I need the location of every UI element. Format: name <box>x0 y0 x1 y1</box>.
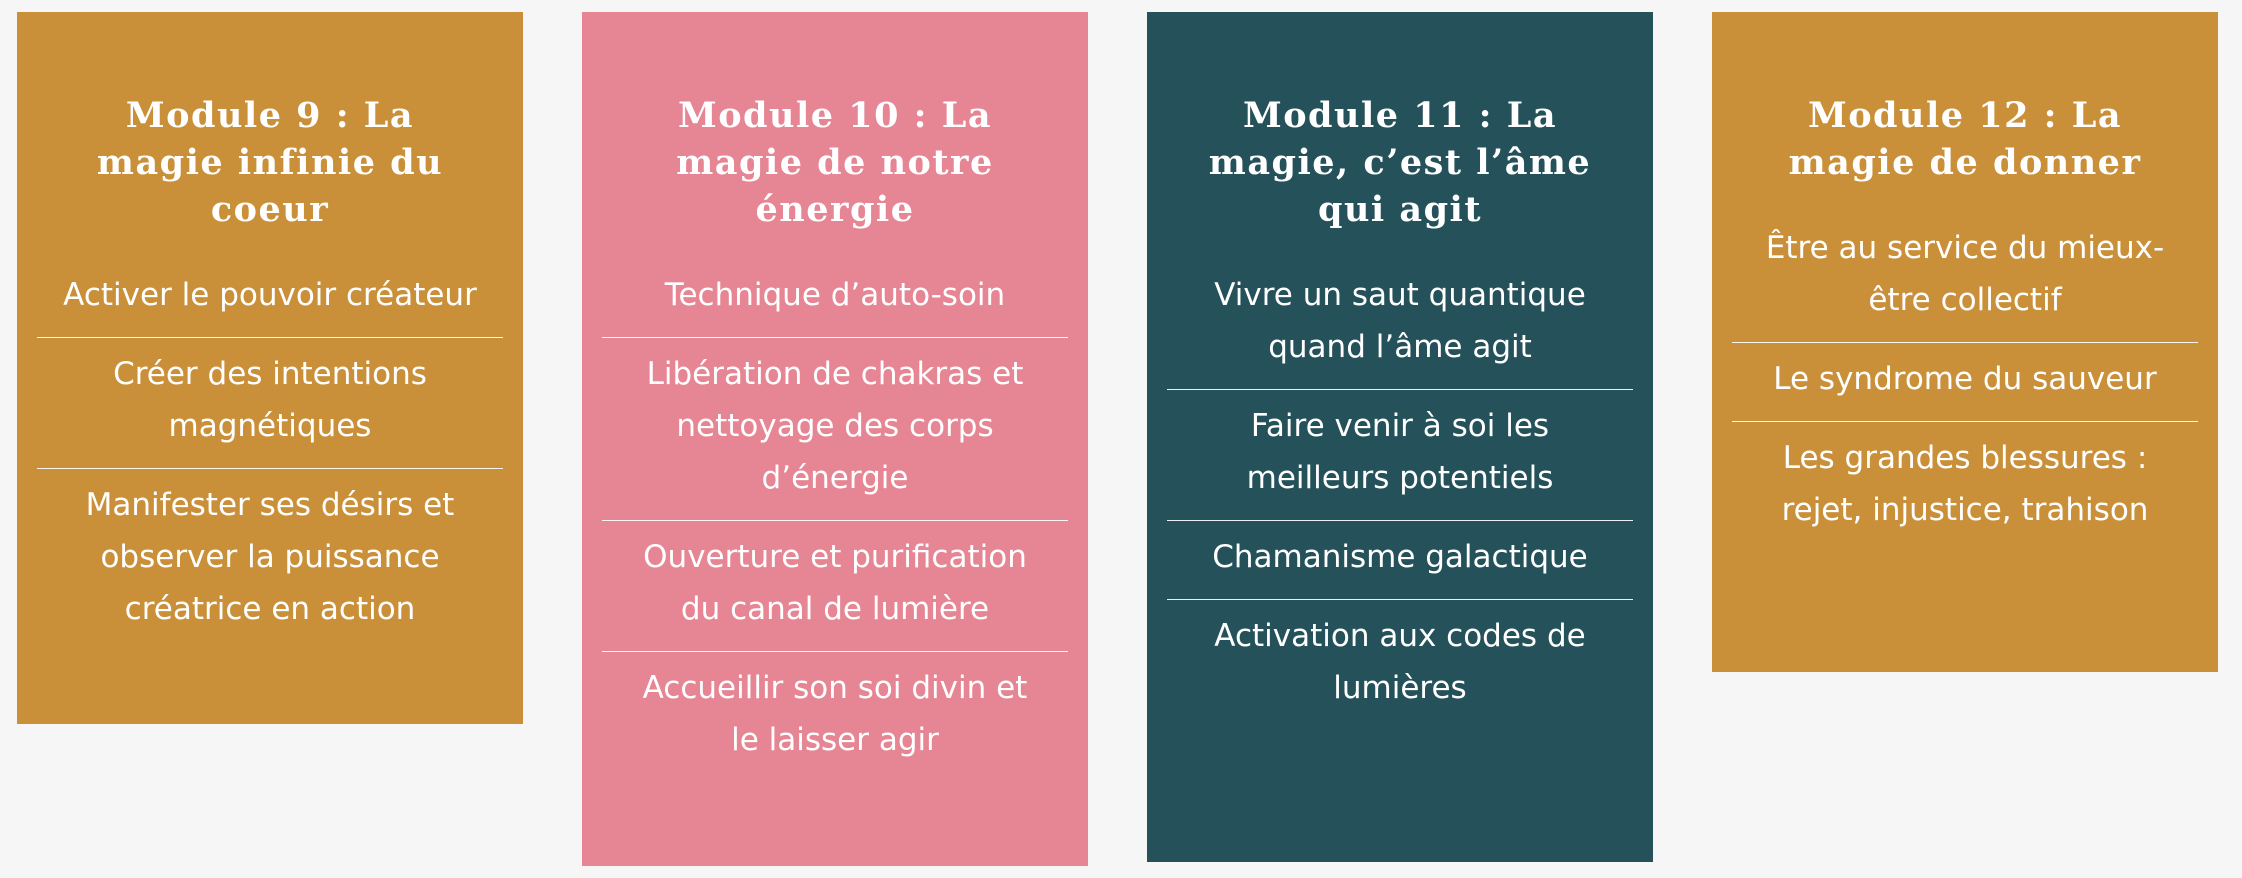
module-12-topic: Le syndrome du sauveur <box>1732 343 2198 422</box>
module-11-topic: Vivre un saut quantique quand l’âme agit <box>1167 259 1633 390</box>
module-12-card <box>1712 12 2218 672</box>
module-9-card <box>17 12 523 724</box>
module-9-topic: Manifester ses désirs et observer la puissance créatrice en action <box>85 487 455 627</box>
module-9-title: Module 9 : La magie infinie du coeur <box>96 95 444 230</box>
module-10-topic: Libération de chakras et nettoyage des corps d’énergie <box>602 338 1068 521</box>
module-11-title: Module 11 : La magie, c’est l’âme qui agit <box>1208 95 1592 230</box>
module-11-topic: Activation aux codes de lumières <box>1214 618 1586 706</box>
module-12-topics <box>1732 212 2198 552</box>
module-9-topic: Activer le pouvoir créateur <box>37 259 503 338</box>
module-10-topics <box>602 259 1068 782</box>
module-9-topic: Créer des intentions magnétiques <box>37 338 503 469</box>
module-10-topic: Ouverture et purification du canal de lumière <box>602 521 1068 652</box>
module-11-card <box>1147 12 1653 862</box>
module-12-topic: Être au service du mieux-être collectif <box>1732 212 2198 343</box>
module-10-topic: Accueillir son soi divin et le laisser agir <box>642 670 1028 758</box>
module-12-topic: Les grandes blessures : rejet, injustice, trahison <box>1781 440 2149 528</box>
module-11-topic: Chamanisme galactique <box>1167 521 1633 600</box>
module-10-title: Module 10 : La magie de notre énergie <box>676 95 994 230</box>
module-11-topic: Faire venir à soi les meilleurs potentiels <box>1167 390 1633 521</box>
module-11-topics <box>1167 259 1633 730</box>
module-9-topics <box>37 259 503 651</box>
module-12-title: Module 12 : La magie de donner <box>1788 95 2142 183</box>
module-10-card <box>582 12 1088 866</box>
module-10-topic: Technique d’auto-soin <box>602 259 1068 338</box>
